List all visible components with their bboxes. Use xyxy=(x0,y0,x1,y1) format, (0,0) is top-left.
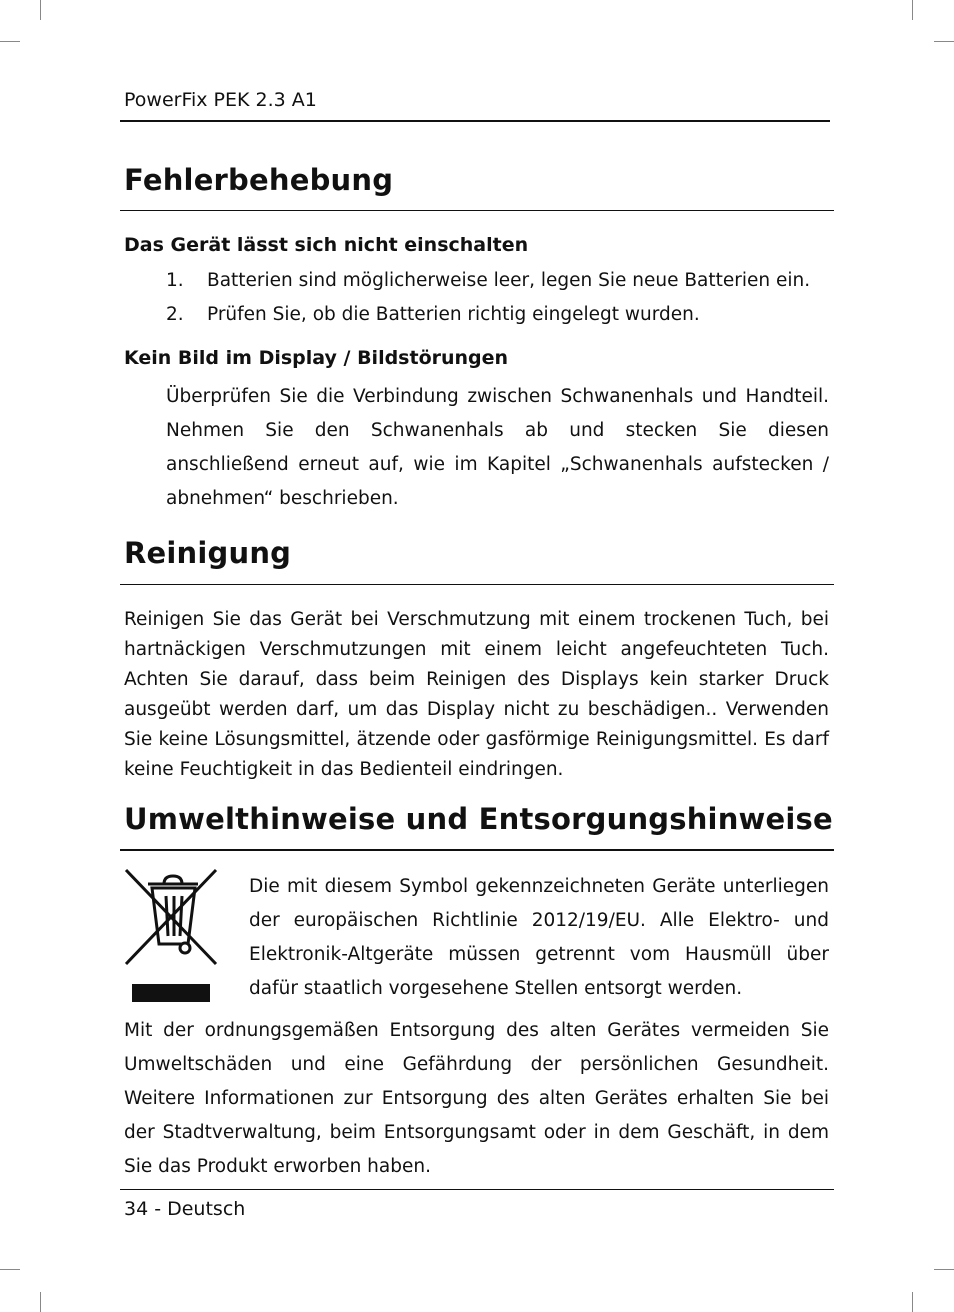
footer-rule xyxy=(120,1189,834,1190)
paragraph-cleaning: Reinigen Sie das Gerät bei Verschmutzung mit einem trockenen Tuch, bei hartnäckigen Verschmutzungen mit einem leicht angefeuchteten Tuch. Achten Sie darauf, dass beim Reinigen des Displays kein starker Druck ausgeübt werden darf, um das Display nicht zu beschädigen.. Verwenden Sie keine Lösungsmittel, ätzende oder gasförmige Reinigungsmittel. Es darf keine Feuchtigkeit in das Bedienteil eindringen. xyxy=(124,609,829,780)
crop-mark xyxy=(934,41,954,42)
crop-mark xyxy=(0,41,20,42)
running-header: PowerFix PEK 2.3 A1 xyxy=(124,89,317,111)
section-rule xyxy=(120,584,834,585)
subheading-no-power: Das Gerät lässt sich nicht einschalten xyxy=(124,234,529,256)
crop-mark xyxy=(40,1292,41,1312)
list-item-number: 1. xyxy=(166,270,184,291)
section-title-cleaning: Reinigung xyxy=(124,536,292,570)
crop-mark xyxy=(934,1269,954,1270)
weee-crossed-bin-icon xyxy=(122,866,220,1006)
page-number: 34 - Deutsch xyxy=(124,1198,246,1220)
list-item-number: 2. xyxy=(166,304,184,325)
paragraph-disposal: Mit der ordnungsgemäßen Entsorgung des alten Gerätes vermeiden Sie Umweltschäden und eine Gefährdung der persönlichen Gesundheit. Weitere Informationen zur Entsorgung des alten Gerätes erhalten Sie bei der Stadtverwaltung, beim Entsorgungsamt oder in dem Geschäft, in dem Sie das Produkt erworben haben. xyxy=(124,1020,829,1177)
paragraph-weee-symbol: Die mit diesem Symbol gekennzeichneten Geräte unterliegen der europäischen Richtlinie 2012/19/EU. Alle Elektro- und Elektronik-Altgeräte müssen getrennt vom Hausmüll über dafür staatlich vorgesehene Stellen entsorgt werden. xyxy=(249,876,829,999)
section-rule xyxy=(120,849,834,851)
crop-mark xyxy=(912,1292,913,1312)
subheading-no-picture: Kein Bild im Display / Bildstörungen xyxy=(124,347,509,369)
paragraph-no-picture: Überprüfen Sie die Verbindung zwischen Schwanenhals und Handteil. Nehmen Sie den Schwanenhals ab und stecken Sie diesen anschließend erneut auf, wie im Kapitel „Schwanenhals aufstecken / abnehmen“ beschrieben. xyxy=(166,386,829,509)
list-item: Batterien sind möglicherweise leer, legen Sie neue Batterien ein. xyxy=(207,270,811,291)
crop-mark xyxy=(912,0,913,20)
crop-mark xyxy=(40,0,41,20)
list-item: Prüfen Sie, ob die Batterien richtig eingelegt wurden. xyxy=(207,304,700,325)
section-title-environment: Umwelthinweise und Entsorgungshinweise xyxy=(124,802,833,836)
section-title-troubleshooting: Fehlerbehebung xyxy=(124,163,394,197)
crop-mark xyxy=(0,1269,20,1270)
header-rule xyxy=(120,120,830,122)
section-rule xyxy=(120,210,834,211)
